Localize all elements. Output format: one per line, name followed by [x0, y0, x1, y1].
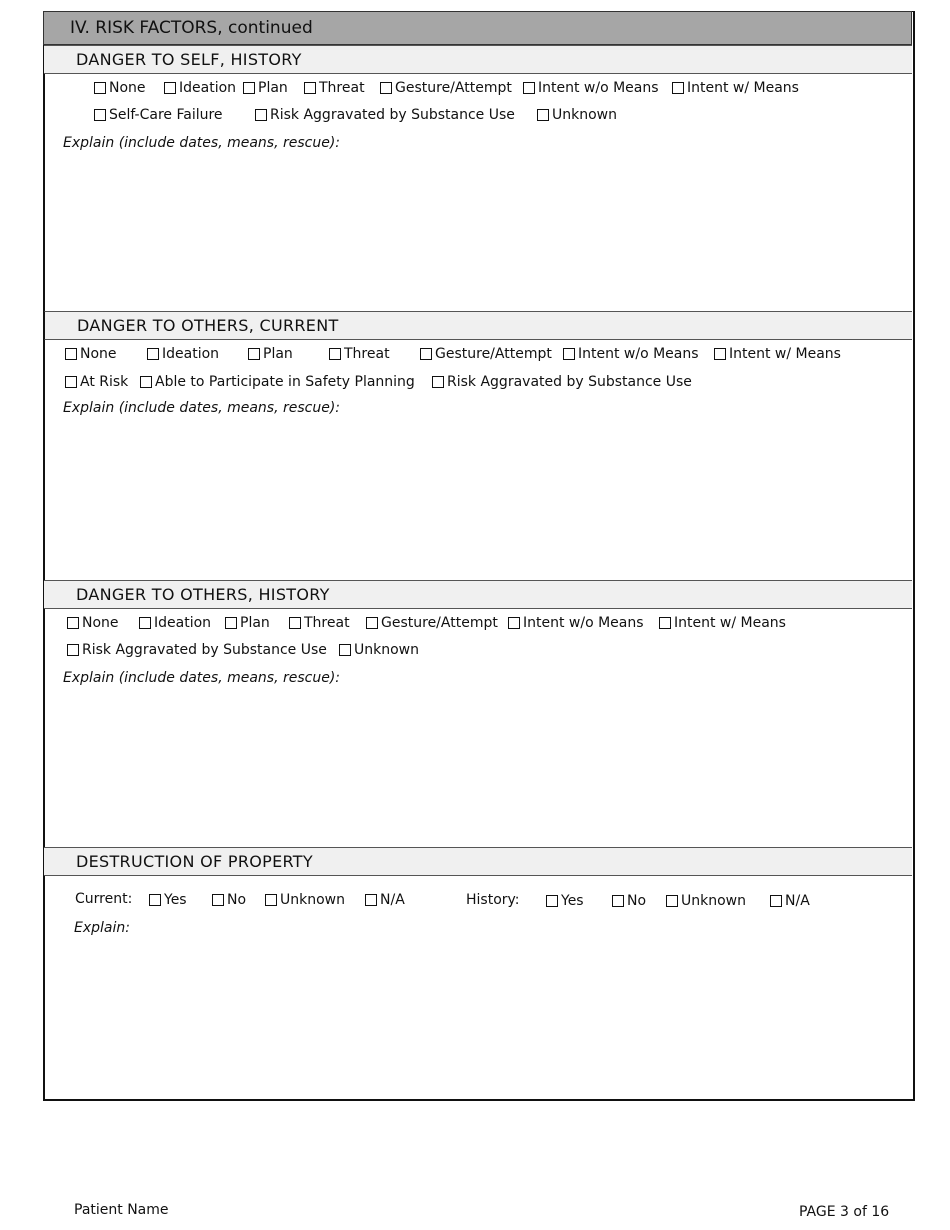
checkbox-option[interactable] — [140, 374, 415, 390]
current-label: Current: — [75, 891, 133, 907]
checkbox-option[interactable] — [329, 346, 390, 362]
checkbox-option[interactable] — [94, 107, 223, 123]
checkbox-label: Gesture/Attempt — [381, 615, 498, 631]
checkbox-icon[interactable] — [612, 895, 624, 907]
history-label: History: — [466, 892, 520, 908]
checkbox-option[interactable] — [67, 615, 119, 631]
checkbox-option[interactable] — [537, 107, 617, 123]
checkbox-icon[interactable] — [666, 895, 678, 907]
page-number: PAGE 3 of 16 — [799, 1204, 890, 1220]
checkbox-option[interactable] — [432, 374, 692, 390]
checkbox-option[interactable] — [225, 615, 270, 631]
checkbox-icon[interactable] — [149, 894, 161, 906]
checkbox-icon[interactable] — [546, 895, 558, 907]
checkbox-label: Yes — [164, 892, 187, 908]
checkbox-label: Threat — [319, 80, 365, 96]
checkbox-icon[interactable] — [672, 82, 684, 94]
checkbox-label: N/A — [785, 893, 810, 909]
checkbox-label: Risk Aggravated by Substance Use — [82, 642, 327, 658]
explain-label: Explain (include dates, means, rescue): — [63, 135, 341, 151]
checkbox-label: Intent w/o Means — [578, 346, 699, 362]
checkbox-icon[interactable] — [329, 348, 341, 360]
checkbox-icon[interactable] — [65, 376, 77, 388]
checkbox-icon[interactable] — [537, 109, 549, 121]
checkbox-label: Unknown — [552, 107, 617, 123]
checkbox-option[interactable] — [265, 892, 345, 908]
section-header-danger-others-history: DANGER TO OTHERS, HISTORY — [44, 580, 912, 609]
checkbox-icon[interactable] — [523, 82, 535, 94]
checkbox-icon[interactable] — [65, 348, 77, 360]
checkbox-option[interactable] — [304, 80, 365, 96]
checkbox-icon[interactable] — [94, 82, 106, 94]
checkbox-option[interactable] — [420, 346, 552, 362]
checkbox-icon[interactable] — [248, 348, 260, 360]
checkbox-label: Plan — [240, 615, 270, 631]
checkbox-option[interactable] — [212, 892, 246, 908]
checkbox-label: Risk Aggravated by Substance Use — [270, 107, 515, 123]
checkbox-icon[interactable] — [563, 348, 575, 360]
checkbox-option[interactable] — [546, 893, 584, 909]
checkbox-option[interactable] — [523, 80, 659, 96]
explain-label: Explain: — [74, 920, 130, 936]
checkbox-label: Ideation — [179, 80, 237, 96]
checkbox-icon[interactable] — [265, 894, 277, 906]
checkbox-label: Risk Aggravated by Substance Use — [447, 374, 692, 390]
checkbox-label: Gesture/Attempt — [395, 80, 512, 96]
checkbox-label: No — [627, 893, 647, 909]
explain-label: Explain (include dates, means, rescue): — [63, 400, 341, 416]
checkbox-option[interactable] — [366, 615, 498, 631]
checkbox-label: Threat — [344, 346, 390, 362]
checkbox-option[interactable] — [672, 80, 799, 96]
checkbox-icon[interactable] — [420, 348, 432, 360]
checkbox-icon[interactable] — [366, 617, 378, 629]
checkbox-icon[interactable] — [432, 376, 444, 388]
section-title: IV. RISK FACTORS, continued — [43, 11, 912, 45]
checkbox-icon[interactable] — [164, 82, 176, 94]
checkbox-option[interactable] — [243, 80, 288, 96]
checkbox-option[interactable] — [67, 642, 327, 658]
checkbox-option[interactable] — [508, 615, 644, 631]
explain-label: Explain (include dates, means, rescue): — [63, 670, 341, 686]
checkbox-icon[interactable] — [714, 348, 726, 360]
checkbox-icon[interactable] — [508, 617, 520, 629]
checkbox-label: Plan — [258, 80, 288, 96]
checkbox-option[interactable] — [365, 892, 405, 908]
checkbox-label: Ideation — [162, 346, 220, 362]
checkbox-label: Gesture/Attempt — [435, 346, 552, 362]
checkbox-icon[interactable] — [339, 644, 351, 656]
checkbox-option[interactable] — [612, 893, 646, 909]
checkbox-label: At Risk — [80, 374, 129, 390]
checkbox-icon[interactable] — [225, 617, 237, 629]
checkbox-icon[interactable] — [140, 376, 152, 388]
checkbox-label: Unknown — [681, 893, 746, 909]
checkbox-option[interactable] — [255, 107, 515, 123]
checkbox-option[interactable] — [94, 80, 146, 96]
checkbox-label: No — [227, 892, 247, 908]
checkbox-label: N/A — [380, 892, 405, 908]
checkbox-icon[interactable] — [67, 644, 79, 656]
checkbox-label: None — [109, 80, 146, 96]
checkbox-option[interactable] — [248, 346, 293, 362]
checkbox-icon[interactable] — [289, 617, 301, 629]
checkbox-icon[interactable] — [212, 894, 224, 906]
checkbox-label: Intent w/ Means — [729, 346, 841, 362]
checkbox-option[interactable] — [65, 346, 117, 362]
checkbox-label: Intent w/o Means — [523, 615, 644, 631]
checkbox-option[interactable] — [149, 892, 187, 908]
checkbox-label: Yes — [561, 893, 584, 909]
checkbox-icon[interactable] — [255, 109, 267, 121]
checkbox-label: Able to Participate in Safety Planning — [155, 374, 415, 390]
checkbox-label: Intent w/ Means — [687, 80, 799, 96]
checkbox-option[interactable] — [289, 615, 350, 631]
checkbox-option[interactable] — [770, 893, 810, 909]
checkbox-option[interactable] — [339, 642, 419, 658]
checkbox-label: Unknown — [354, 642, 419, 658]
checkbox-label: Threat — [304, 615, 350, 631]
checkbox-label: Intent w/o Means — [538, 80, 659, 96]
section-header-danger-self-history: DANGER TO SELF, HISTORY — [44, 45, 912, 74]
checkbox-label: None — [80, 346, 117, 362]
checkbox-label: Plan — [263, 346, 293, 362]
checkbox-icon[interactable] — [94, 109, 106, 121]
checkbox-option[interactable] — [666, 893, 746, 909]
checkbox-label: None — [82, 615, 119, 631]
checkbox-icon[interactable] — [243, 82, 255, 94]
checkbox-option[interactable] — [164, 80, 236, 96]
checkbox-option[interactable] — [139, 615, 211, 631]
checkbox-option[interactable] — [65, 374, 128, 390]
form-frame — [43, 11, 915, 1101]
checkbox-label: Unknown — [280, 892, 345, 908]
checkbox-icon[interactable] — [365, 894, 377, 906]
checkbox-icon[interactable] — [659, 617, 671, 629]
checkbox-option[interactable] — [659, 615, 786, 631]
section-header-danger-others-current: DANGER TO OTHERS, CURRENT — [44, 311, 912, 340]
checkbox-option[interactable] — [147, 346, 219, 362]
checkbox-icon[interactable] — [147, 348, 159, 360]
checkbox-option[interactable] — [563, 346, 699, 362]
checkbox-icon[interactable] — [380, 82, 392, 94]
checkbox-icon[interactable] — [139, 617, 151, 629]
checkbox-option[interactable] — [714, 346, 841, 362]
checkbox-icon[interactable] — [770, 895, 782, 907]
checkbox-label: Self-Care Failure — [109, 107, 223, 123]
patient-name-label: Patient Name — [74, 1202, 169, 1218]
checkbox-label: Intent w/ Means — [674, 615, 786, 631]
section-header-destruction-property: DESTRUCTION OF PROPERTY — [44, 847, 912, 876]
checkbox-icon[interactable] — [304, 82, 316, 94]
checkbox-option[interactable] — [380, 80, 512, 96]
checkbox-label: Ideation — [154, 615, 212, 631]
checkbox-icon[interactable] — [67, 617, 79, 629]
